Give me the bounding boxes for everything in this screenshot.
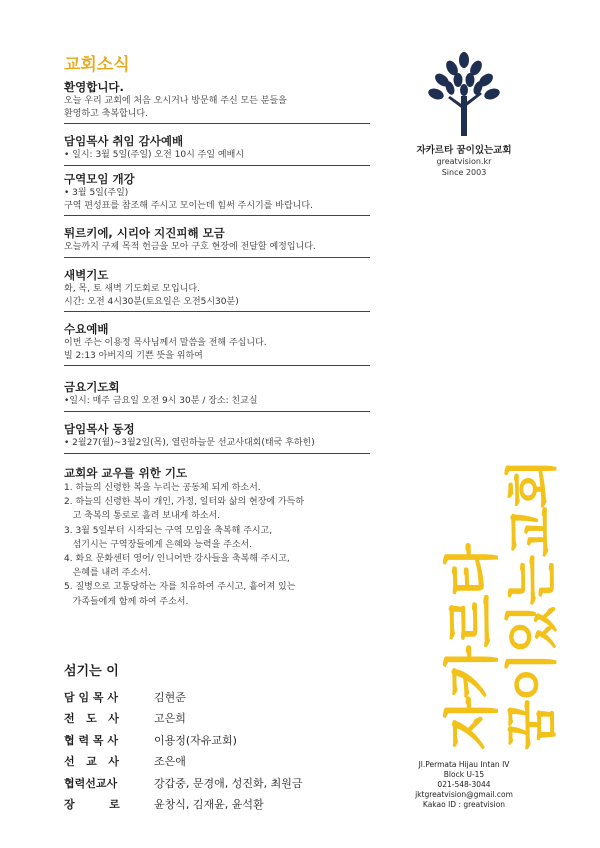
server-role: 협 력 목 사 [64,733,118,747]
big-title-line-2: 꿈이있는교회 [503,460,563,750]
prayer-line: 1. 하늘의 신령한 복을 누리는 공동체 되게 하소서. [64,483,261,493]
church-name: 자카르타 꿈이있는교회 [416,145,512,156]
prayer-section [64,466,370,609]
news-text: 시간: 오전 4시30분(토요일은 오전5시30분) [64,296,239,307]
server-row [64,751,384,773]
address-line-1: Jl.Permata Hijau Intan IV [418,760,510,769]
divider [64,365,370,366]
server-row [64,794,384,816]
server-row [64,708,384,730]
server-names: 이용정(자유교회) [154,733,237,747]
news-heading: 튀르키에, 시리아 지진피해 모금 [64,226,225,240]
divider [64,257,370,258]
server-row [64,772,384,794]
server-names: 고은희 [154,712,186,726]
news-item [64,380,370,412]
big-vertical-title [368,418,563,750]
server-row [64,686,384,708]
server-role: 선 교 사 [64,755,119,769]
server-names: 강갑중, 문경애, 성진화, 최원금 [154,776,303,790]
news-heading: 담임목사 취임 감사예배 [64,134,184,148]
prayer-line: 3. 3월 5일부터 시작되는 구역 모임을 축복해 주시고, [64,525,273,536]
server-row [64,729,384,751]
news-item [64,268,370,312]
news-item [64,172,370,216]
news-text: • 3월 5일(주일) [64,188,129,198]
kakao-text: Kakao ID : greatvision [422,800,506,809]
page-title: 교회소식 [64,55,130,75]
server-role: 전 도 사 [64,712,119,726]
divider [64,311,370,312]
news-heading: 새벽기도 [64,268,109,282]
news-item [64,80,370,124]
server-role: 장 로 [64,798,120,812]
server-names: 김현준 [154,690,186,704]
divider [64,215,370,216]
news-text: 오늘 우리 교회에 처음 오시거나 방문해 주신 모든 분들을 [64,96,287,106]
divider [64,411,370,412]
news-text: 이번 주는 이용정 목사님께서 말씀을 전해 주십니다. [64,338,267,348]
prayer-line: 4. 화요 문화센터 영어/ 인니어반 강사들을 축복해 주시고, [64,554,290,565]
news-text: 환영하고 축복합니다. [64,108,148,119]
news-item [64,422,370,454]
since-text: Since 2003 [441,168,487,177]
news-text: • 2월27(월)~3월2일(목), 열린하늘문 선교사대회(태국 후하힌) [64,438,315,448]
news-heading: 금요기도회 [64,380,120,394]
news-heading: 담임목사 동정 [64,422,135,436]
news-text: 빌 2:13 아버지의 기쁜 뜻을 위하여 [64,350,203,361]
phone-text: 021-548-3044 [437,780,491,789]
contact-block [404,760,524,810]
prayer-lines [64,481,370,609]
news-item [64,322,370,366]
servers-list [64,686,384,815]
website-text: greatvision.kr [436,157,492,166]
news-text: 오늘까지 구제 목적 헌금을 모아 구호 현장에 전달할 예정입니다. [64,242,316,252]
news-text: 화, 목, 토 새벽 기도회로 모입니다. [64,284,200,294]
prayer-line: 5. 질병으로 고통당하는 자를 치유하여 주시고, 흩어져 있는 [64,582,296,593]
servers-title: 섬기는 이 [64,664,119,679]
divider [64,165,370,166]
prayer-line: 섬기시는 구역장들에게 은혜와 능력을 주소서. [64,539,253,550]
news-text: • 일시: 3월 5일(주일) 오전 10시 주일 예배시 [64,150,245,160]
address-line-2: Block U-15 [443,770,485,779]
prayer-heading: 교회와 교우를 위한 기도 [64,466,188,480]
prayer-line: 은혜를 내려 주소서. [64,568,151,579]
divider [64,453,370,454]
tree-icon [418,52,510,140]
news-text: 구역 편성표를 참조해 주시고 모이는데 힘써 주시기를 바랍니다. [64,200,313,211]
server-role: 협력선교사 [64,776,118,790]
server-role: 담 임 목 사 [64,690,118,704]
big-title-line-1: 자카르타 [440,545,504,750]
news-heading: 환영합니다. [64,80,124,94]
divider [64,123,370,124]
server-names: 조은애 [154,755,186,769]
news-item [64,134,370,166]
news-text: •일시: 매주 금요일 오전 9시 30분 / 장소: 친교실 [64,396,258,406]
news-item [64,226,370,258]
server-names: 윤창식, 김재윤, 윤석환 [154,798,264,812]
prayer-line: 가족들에게 함께 하여 주소서. [64,596,189,607]
prayer-line: 고 축복의 통로로 흘려 보내게 하소서. [64,511,221,522]
news-heading: 구역모임 개강 [64,172,135,186]
prayer-line: 2. 하늘의 신령한 복이 개인, 가정, 일터와 삶의 현장에 가득하 [64,497,305,508]
news-heading: 수요예배 [64,322,109,336]
email-text: jktgreatvision@gmail.com [415,790,513,799]
